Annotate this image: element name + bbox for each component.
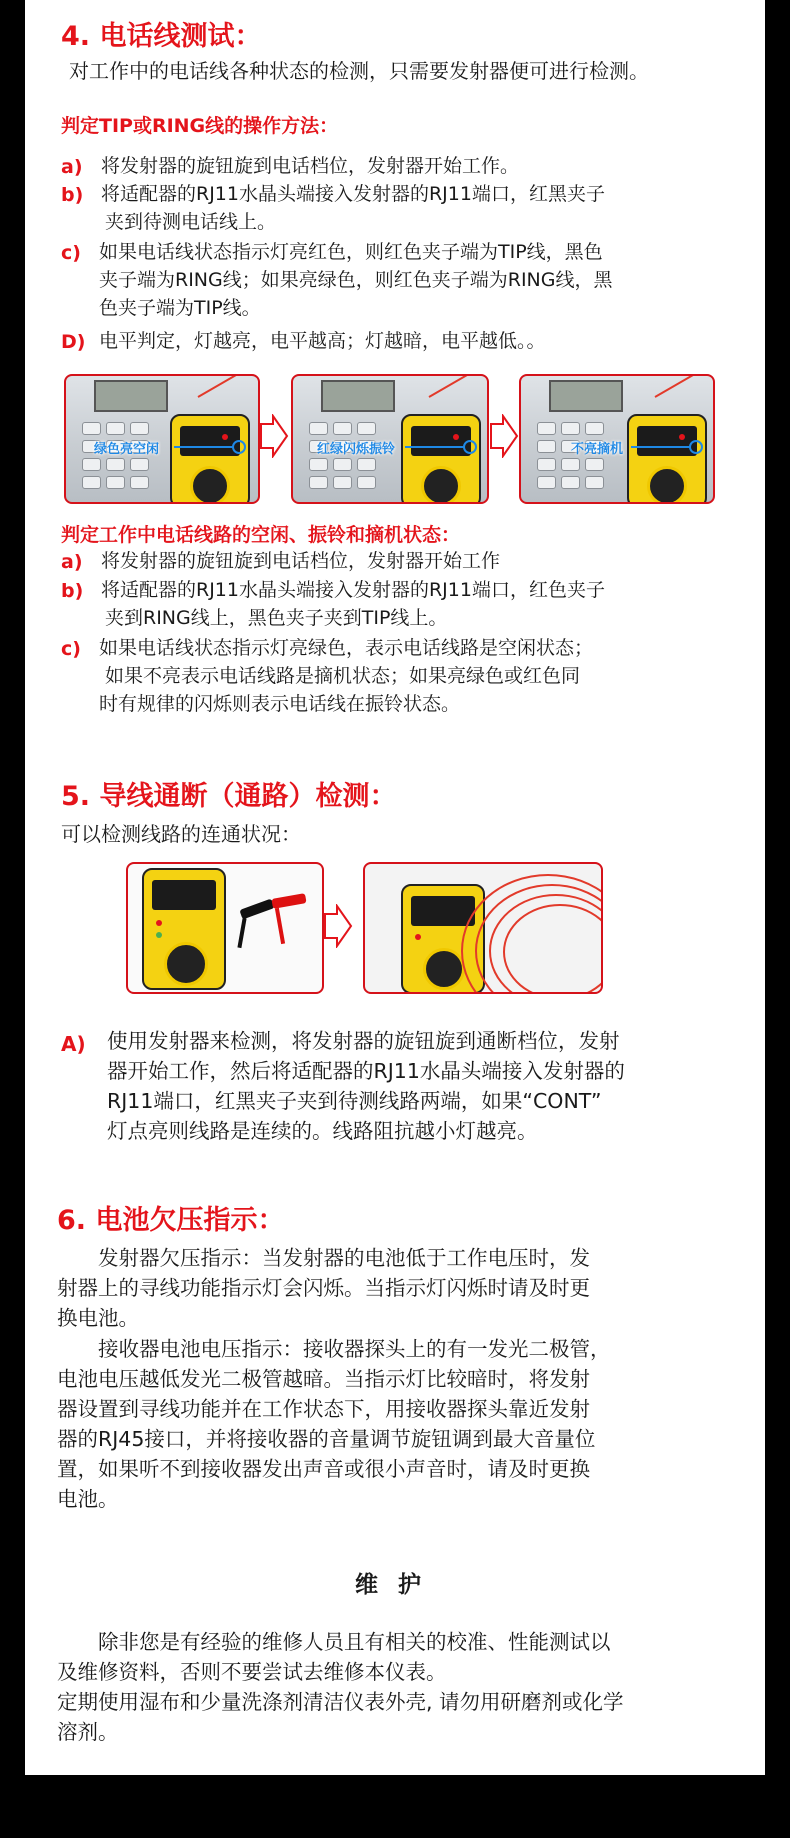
- state-step-b-mark: b): [61, 580, 84, 602]
- battery-p1-line-2: 射器上的寻线功能指示灯会闪烁。当指示灯闪烁时请及时更: [57, 1276, 590, 1300]
- label-idle: 绿色亮空闲: [94, 442, 160, 457]
- section-4-intro: 对工作中的电话线各种状态的检测，只需要发射器便可进行检测。: [69, 59, 649, 83]
- photo-cable-test: [363, 862, 603, 994]
- step-a-mark: a): [61, 156, 83, 178]
- battery-p2-line-5: 置，如果听不到接收器发出声音或很小声音时，请及时更换: [57, 1457, 590, 1481]
- continuity-line-2: 器开始工作，然后将适配器的RJ11水晶头端接入发射器的: [107, 1059, 625, 1083]
- label-ringing: 红绿闪烁振铃: [317, 442, 396, 457]
- manual-page: [25, 0, 765, 1775]
- step-b-line-2: 夹到待测电话线上。: [105, 211, 277, 233]
- state-step-c-line-3: 时有规律的闪烁则表示电话线在振铃状态。: [99, 693, 461, 715]
- maintenance-p2-line-1: 定期使用湿布和少量洗涤剂清洁仪表外壳, 请勿用研磨剂或化学: [57, 1690, 624, 1714]
- battery-p2-line-3: 器设置到寻线功能并在工作状态下，用接收器探头靠近发射: [57, 1397, 590, 1421]
- continuity-line-1: 使用发射器来检测，将发射器的旋钮旋到通断档位，发射: [107, 1029, 620, 1053]
- battery-p2-line-4: 器的RJ45接口，并将接收器的音量调节旋钮调到最大音量位: [57, 1427, 596, 1451]
- red-clip: [271, 893, 306, 909]
- step-b-line-1: 将适配器的RJ11水晶头端接入发射器的RJ11端口，红黑夹子: [101, 183, 605, 205]
- section-4-title: 4. 电话线测试：: [61, 21, 262, 52]
- state-step-b-line-1: 将适配器的RJ11水晶头端接入发射器的RJ11端口，红色夹子: [101, 579, 605, 601]
- maintenance-title: 维 护: [355, 1572, 428, 1598]
- state-step-c-line-2: 如果不亮表示电话线路是摘机状态；如果亮绿色或红色同: [105, 665, 581, 687]
- step-d-line-1: 电平判定，灯越亮，电平越高；灯越暗，电平越低。。: [99, 330, 546, 352]
- battery-p1-line-1: 发射器欠压指示：当发射器的电池低于工作电压时，发: [57, 1246, 590, 1270]
- photo-tester-clips: [126, 862, 324, 994]
- state-step-c-line-1: 如果电话线状态指示灯亮绿色，表示电话线路是空闲状态；: [99, 637, 594, 659]
- photo-ringing: [291, 374, 489, 504]
- section-5-intro: 可以检测线路的连通状况：: [61, 822, 301, 846]
- section-4-sub1: 判定TIP或RING线的操作方法：: [61, 115, 339, 137]
- tester-device: [627, 414, 707, 504]
- arrow-right-icon: [259, 414, 289, 458]
- step-c-mark: c): [61, 242, 81, 264]
- maintenance-p1-line-2: 及维修资料，否则不要尝试去维修本仪表。: [57, 1660, 447, 1684]
- battery-p2-line-2: 电池电压越低发光二极管越暗。当指示灯比较暗时，将发射: [57, 1367, 590, 1391]
- photo-idle: [64, 374, 260, 504]
- step-c-line-1: 如果电话线状态指示灯亮红色，则红色夹子端为TIP线，黑色: [99, 241, 603, 263]
- state-step-a-mark: a): [61, 551, 83, 573]
- continuity-line-3: RJ11端口，红黑夹子夹到待测线路两端，如果“CONT”: [107, 1089, 602, 1113]
- tester-device: [142, 868, 226, 990]
- battery-p2-line-6: 电池。: [57, 1487, 119, 1511]
- maintenance-p2-line-2: 溶剂。: [57, 1720, 119, 1744]
- label-offhook: 不亮摘机: [571, 442, 624, 457]
- step-d-mark: D): [61, 331, 86, 353]
- arrow-right-icon: [323, 904, 353, 948]
- maintenance-p1-line-1: 除非您是有经验的维修人员且有相关的校准、性能测试以: [57, 1630, 611, 1654]
- step-c-line-2: 夹子端为RING线；如果亮绿色，则红色夹子端为RING线，黑: [99, 269, 613, 291]
- continuity-step-mark: A): [61, 1032, 86, 1056]
- arrow-right-icon: [489, 414, 519, 458]
- battery-p1-line-3: 换电池。: [57, 1306, 139, 1330]
- section-5-title: 5. 导线通断（通路）检测：: [61, 781, 397, 812]
- step-b-mark: b): [61, 184, 84, 206]
- phone-display: [94, 380, 168, 412]
- state-step-b-line-2: 夹到RING线上，黑色夹子夹到TIP线上。: [105, 607, 448, 629]
- step-a-line-1: 将发射器的旋钮旋到电话档位，发射器开始工作。: [101, 155, 520, 177]
- state-step-c-mark: c): [61, 638, 81, 660]
- section-6-title: 6. 电池欠压指示：: [57, 1205, 285, 1236]
- continuity-line-4: 灯点亮则线路是连续的。线路阻抗越小灯越亮。: [107, 1119, 538, 1143]
- state-step-a-line-1: 将发射器的旋钮旋到电话档位，发射器开始工作: [101, 550, 501, 572]
- tester-device: [401, 414, 481, 504]
- section-4-sub2: 判定工作中电话线路的空闲、振铃和摘机状态：: [61, 524, 461, 546]
- black-clip: [239, 898, 274, 919]
- tester-device: [170, 414, 250, 504]
- battery-p2-line-1: 接收器电池电压指示：接收器探头上的有一发光二极管，: [57, 1337, 611, 1361]
- photo-offhook: [519, 374, 715, 504]
- step-c-line-3: 色夹子端为TIP线。: [99, 297, 261, 319]
